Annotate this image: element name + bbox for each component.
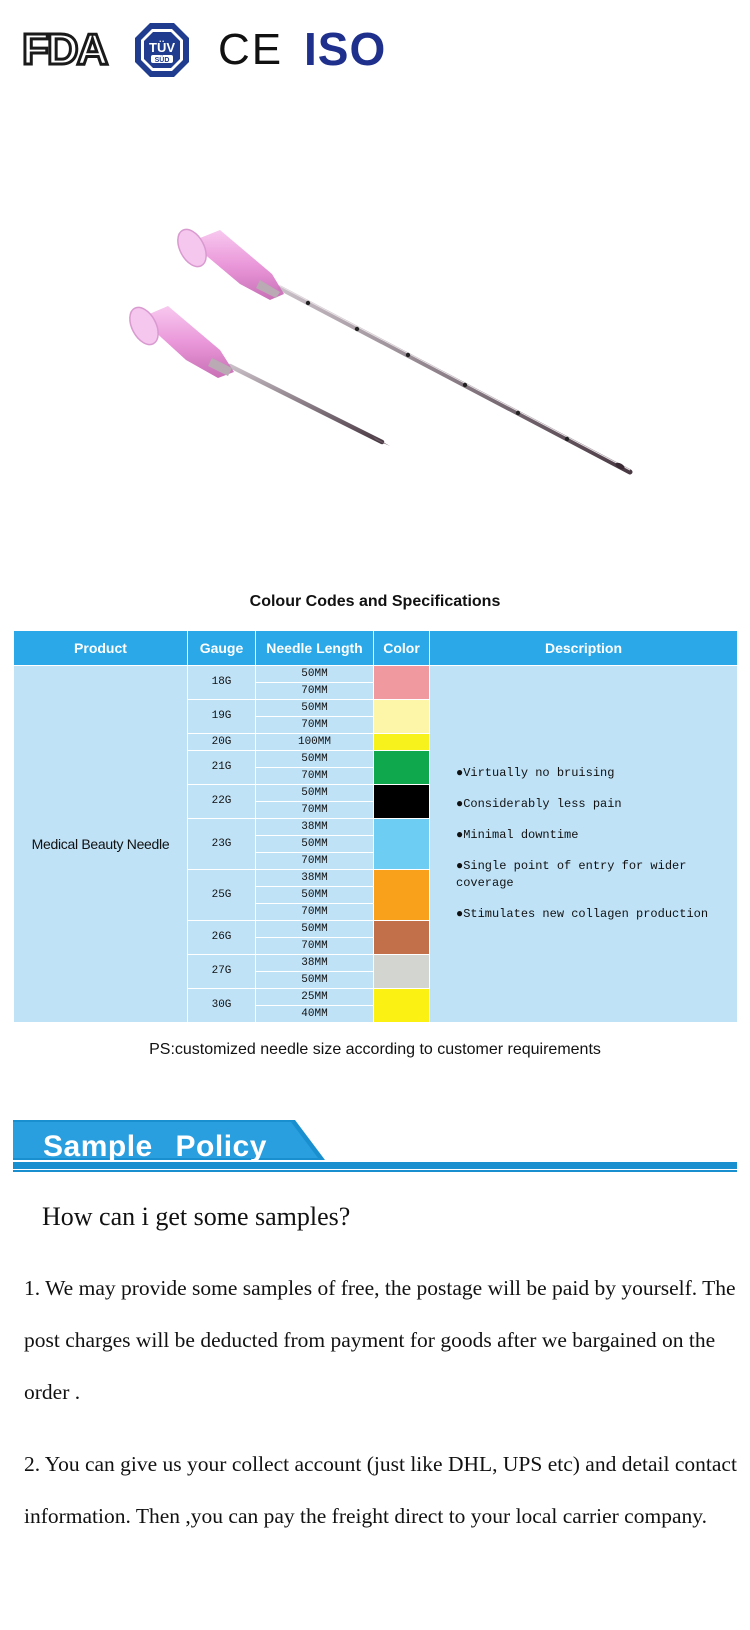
gauge-cell: 20G — [188, 734, 256, 751]
tuv-sud-logo — [134, 22, 190, 78]
color-swatch — [374, 666, 430, 700]
iso-logo: ISO — [304, 23, 387, 75]
color-swatch — [374, 955, 430, 989]
length-cell: 70MM — [256, 904, 374, 921]
header-description: Description — [430, 631, 738, 666]
color-swatch — [374, 734, 430, 751]
gauge-cell: 19G — [188, 700, 256, 734]
length-cell: 50MM — [256, 972, 374, 989]
length-cell: 40MM — [256, 1006, 374, 1023]
color-swatch — [374, 921, 430, 955]
length-cell: 70MM — [256, 768, 374, 785]
long-cannula — [172, 225, 630, 472]
color-swatch — [374, 700, 430, 734]
length-cell: 38MM — [256, 870, 374, 887]
color-swatch — [374, 870, 430, 921]
fda-logo: FDA — [22, 25, 107, 74]
gauge-cell: 27G — [188, 955, 256, 989]
description-item: ●Virtually no bruising — [456, 766, 615, 780]
gauge-cell: 23G — [188, 819, 256, 870]
description-item: ●Single point of entry for wider coverage — [456, 859, 687, 890]
length-cell: 50MM — [256, 700, 374, 717]
length-cell: 50MM — [256, 921, 374, 938]
length-cell: 50MM — [256, 751, 374, 768]
policy-paragraph-1: 1. We may provide some samples of free, the postage will be paid by yourself. The post charges will be deducted from payment for goods after we bargained on the order . — [24, 1276, 736, 1404]
length-cell: 70MM — [256, 717, 374, 734]
length-cell: 50MM — [256, 666, 374, 683]
spec-table — [13, 630, 738, 1023]
length-cell: 38MM — [256, 955, 374, 972]
policy-paragraph-2: 2. You can give us your collect account (just like DHL, UPS etc) and detail contact information. Then ,you can pay the freight direct to your local carrier company. — [24, 1452, 737, 1528]
length-cell: 70MM — [256, 938, 374, 955]
description-item: ●Considerably less pain — [456, 797, 622, 811]
product-cell: Medical Beauty Needle — [14, 666, 188, 1023]
header-product: Product — [14, 631, 188, 666]
color-swatch — [374, 785, 430, 819]
sample-policy-banner — [13, 1120, 737, 1178]
gauge-cell: 18G — [188, 666, 256, 700]
table-row — [14, 666, 738, 683]
header-color: Color — [374, 631, 430, 666]
gauge-cell: 21G — [188, 751, 256, 785]
gauge-cell: 25G — [188, 870, 256, 921]
certification-logos — [22, 22, 422, 78]
svg-text:TÜV: TÜV — [149, 40, 175, 55]
length-cell: 100MM — [256, 734, 374, 751]
ps-note: PS:customized needle size according to customer requirements — [149, 1041, 601, 1058]
sample-question: How can i get some samples? — [42, 1202, 351, 1231]
length-cell: 38MM — [256, 819, 374, 836]
length-cell: 70MM — [256, 683, 374, 700]
length-cell: 25MM — [256, 989, 374, 1006]
length-cell: 50MM — [256, 887, 374, 904]
length-cell: 70MM — [256, 802, 374, 819]
header-needle-length: Needle Length — [256, 631, 374, 666]
color-swatch — [374, 819, 430, 870]
svg-text:SÜD: SÜD — [154, 57, 170, 64]
color-swatch — [374, 751, 430, 785]
banner-title: Sample Policy — [43, 1130, 267, 1163]
gauge-cell: 26G — [188, 921, 256, 955]
length-cell: 50MM — [256, 785, 374, 802]
length-cell: 70MM — [256, 853, 374, 870]
description-item: ●Minimal downtime — [456, 828, 579, 842]
needle-product-image — [120, 210, 660, 510]
table-title: Colour Codes and Specifications — [249, 593, 501, 610]
gauge-cell: 30G — [188, 989, 256, 1023]
description-item: ●Stimulates new collagen production — [456, 907, 709, 921]
table-header-row — [14, 631, 738, 666]
length-cell: 50MM — [256, 836, 374, 853]
description-cell — [430, 666, 738, 1023]
gauge-cell: 22G — [188, 785, 256, 819]
header-gauge: Gauge — [188, 631, 256, 666]
color-swatch — [374, 989, 430, 1023]
ce-mark: CE — [218, 25, 284, 74]
